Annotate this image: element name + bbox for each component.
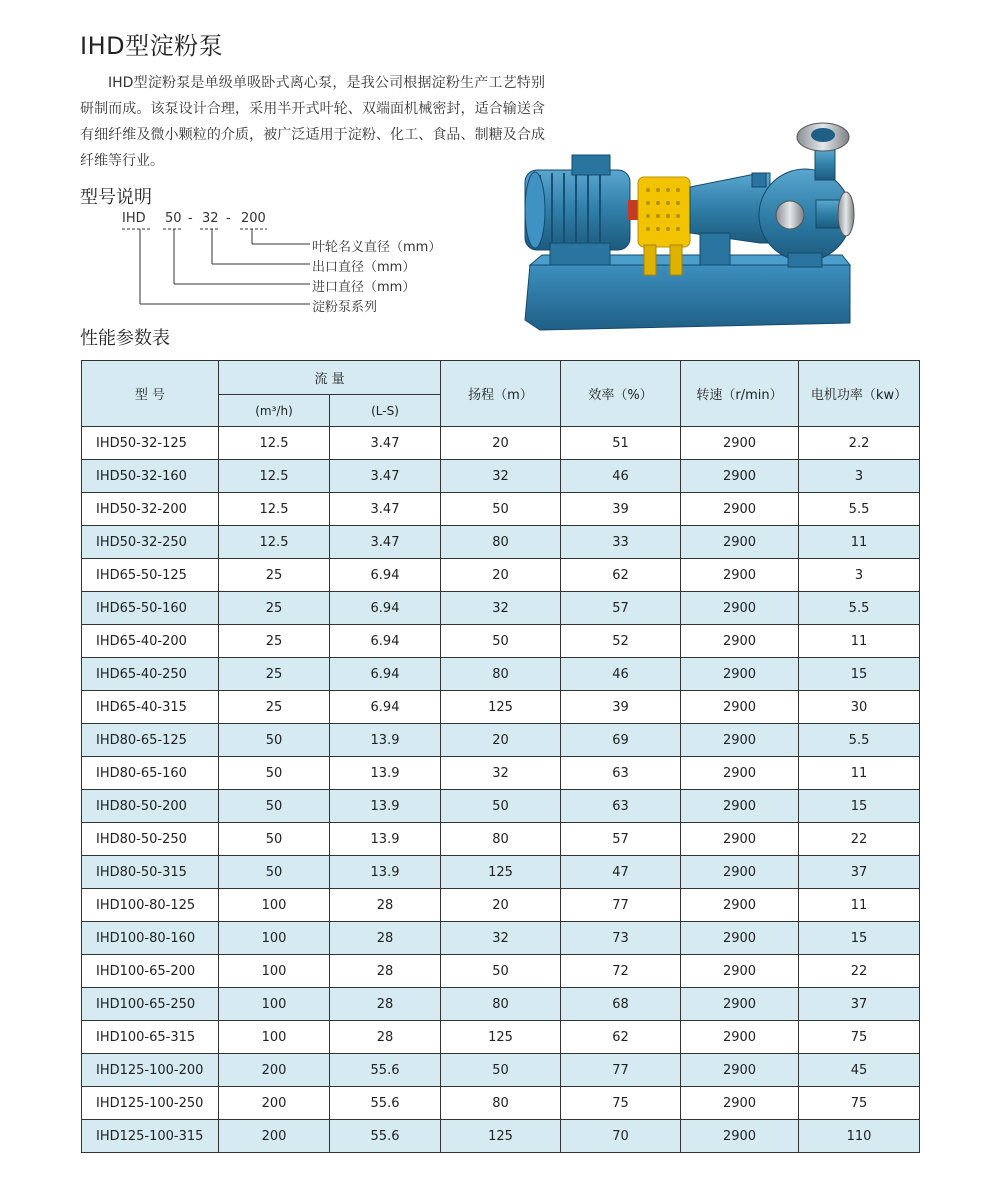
table-cell: 50 bbox=[219, 790, 330, 823]
table-cell: 6.94 bbox=[330, 658, 441, 691]
table-row bbox=[82, 724, 920, 757]
table-cell: 55.6 bbox=[330, 1120, 441, 1153]
table-cell: 45 bbox=[799, 1054, 920, 1087]
table-cell: 80 bbox=[441, 823, 561, 856]
table-cell: 55.6 bbox=[330, 1054, 441, 1087]
table-row bbox=[82, 592, 920, 625]
table-cell: 6.94 bbox=[330, 625, 441, 658]
table-cell: 2900 bbox=[681, 592, 799, 625]
table-cell: 2900 bbox=[681, 460, 799, 493]
table-cell: IHD65-50-160 bbox=[82, 592, 219, 625]
table-cell: 2900 bbox=[681, 757, 799, 790]
table-cell: 12.5 bbox=[219, 427, 330, 460]
table-cell: IHD125-100-315 bbox=[82, 1120, 219, 1153]
table-row bbox=[82, 823, 920, 856]
table-cell: 2900 bbox=[681, 724, 799, 757]
table-cell: 3.47 bbox=[330, 493, 441, 526]
legend-impeller: 叶轮名义直径（mm） bbox=[312, 240, 442, 255]
table-cell: IHD50-32-125 bbox=[82, 427, 219, 460]
table-cell: 30 bbox=[799, 691, 920, 724]
table-cell: 22 bbox=[799, 955, 920, 988]
table-cell: 125 bbox=[441, 1120, 561, 1153]
table-cell: IHD50-32-250 bbox=[82, 526, 219, 559]
table-cell: 33 bbox=[561, 526, 681, 559]
table-cell: 100 bbox=[219, 988, 330, 1021]
table-cell: 2900 bbox=[681, 790, 799, 823]
table-cell: IHD80-65-160 bbox=[82, 757, 219, 790]
table-cell: 3.47 bbox=[330, 427, 441, 460]
table-cell: 69 bbox=[561, 724, 681, 757]
table-cell: 125 bbox=[441, 691, 561, 724]
table-cell: 46 bbox=[561, 460, 681, 493]
table-cell: 5.5 bbox=[799, 493, 920, 526]
table-cell: 2900 bbox=[681, 1087, 799, 1120]
table-heading: 性能参数表 bbox=[80, 328, 170, 349]
col-efficiency: 效率（%） bbox=[561, 361, 681, 427]
col-power: 电机功率（kw） bbox=[799, 361, 920, 427]
legend-inlet: 进口直径（mm） bbox=[312, 280, 416, 295]
table-cell: 2.2 bbox=[799, 427, 920, 460]
table-cell: 28 bbox=[330, 1021, 441, 1054]
table-cell: 28 bbox=[330, 955, 441, 988]
table-row bbox=[82, 955, 920, 988]
table-cell: 47 bbox=[561, 856, 681, 889]
table-cell: IHD100-65-315 bbox=[82, 1021, 219, 1054]
table-cell: 62 bbox=[561, 1021, 681, 1054]
table-row bbox=[82, 856, 920, 889]
table-cell: 75 bbox=[561, 1087, 681, 1120]
table-cell: 32 bbox=[441, 460, 561, 493]
table-cell: 3 bbox=[799, 460, 920, 493]
table-cell: 37 bbox=[799, 988, 920, 1021]
table-cell: 3.47 bbox=[330, 460, 441, 493]
table-cell: 2900 bbox=[681, 1054, 799, 1087]
table-cell: 25 bbox=[219, 592, 330, 625]
table-cell: 3 bbox=[799, 559, 920, 592]
table-cell: 3.47 bbox=[330, 526, 441, 559]
code-inlet: 50 bbox=[165, 211, 182, 226]
table-cell: IHD65-40-250 bbox=[82, 658, 219, 691]
table-cell: 50 bbox=[219, 757, 330, 790]
table-cell: 6.94 bbox=[330, 559, 441, 592]
table-cell: 72 bbox=[561, 955, 681, 988]
table-cell: 2900 bbox=[681, 823, 799, 856]
table-cell: 80 bbox=[441, 1087, 561, 1120]
table-cell: 200 bbox=[219, 1120, 330, 1153]
table-cell: 125 bbox=[441, 1021, 561, 1054]
table-cell: 110 bbox=[799, 1120, 920, 1153]
table-cell: 20 bbox=[441, 559, 561, 592]
table-row bbox=[82, 1087, 920, 1120]
table-cell: 2900 bbox=[681, 988, 799, 1021]
table-cell: 39 bbox=[561, 691, 681, 724]
table-cell: 125 bbox=[441, 856, 561, 889]
table-cell: IHD80-50-250 bbox=[82, 823, 219, 856]
table-cell: 37 bbox=[799, 856, 920, 889]
table-cell: 13.9 bbox=[330, 757, 441, 790]
legend-outlet: 出口直径（mm） bbox=[312, 260, 416, 275]
table-row bbox=[82, 460, 920, 493]
table-cell: 200 bbox=[219, 1087, 330, 1120]
code-series: IHD bbox=[122, 211, 146, 226]
table-cell: 55.6 bbox=[330, 1087, 441, 1120]
table-cell: 15 bbox=[799, 922, 920, 955]
table-cell: 2900 bbox=[681, 691, 799, 724]
col-model: 型 号 bbox=[82, 361, 219, 427]
table-cell: 25 bbox=[219, 658, 330, 691]
table-cell: IHD80-50-200 bbox=[82, 790, 219, 823]
table-cell: 50 bbox=[441, 790, 561, 823]
table-cell: IHD50-32-200 bbox=[82, 493, 219, 526]
table-cell: 32 bbox=[441, 592, 561, 625]
table-cell: 50 bbox=[219, 823, 330, 856]
table-cell: 5.5 bbox=[799, 724, 920, 757]
table-cell: IHD65-40-200 bbox=[82, 625, 219, 658]
table-cell: 22 bbox=[799, 823, 920, 856]
table-cell: 20 bbox=[441, 724, 561, 757]
table-cell: 77 bbox=[561, 1054, 681, 1087]
table-row bbox=[82, 625, 920, 658]
legend-series: 淀粉泵系列 bbox=[312, 300, 378, 315]
table-cell: 25 bbox=[219, 559, 330, 592]
table-cell: 62 bbox=[561, 559, 681, 592]
table-cell: 15 bbox=[799, 658, 920, 691]
performance-table bbox=[81, 360, 920, 1153]
table-cell: 80 bbox=[441, 658, 561, 691]
table-cell: 2900 bbox=[681, 625, 799, 658]
table-cell: IHD100-80-160 bbox=[82, 922, 219, 955]
table-cell: 80 bbox=[441, 526, 561, 559]
table-cell: 77 bbox=[561, 889, 681, 922]
code-outlet: 32 bbox=[202, 211, 219, 226]
table-cell: 100 bbox=[219, 889, 330, 922]
table-cell: 12.5 bbox=[219, 493, 330, 526]
model-heading: 型号说明 bbox=[80, 187, 152, 208]
table-row bbox=[82, 922, 920, 955]
table-cell: 2900 bbox=[681, 658, 799, 691]
table-row bbox=[82, 1021, 920, 1054]
table-cell: IHD50-32-160 bbox=[82, 460, 219, 493]
table-cell: 25 bbox=[219, 691, 330, 724]
table-cell: 11 bbox=[799, 625, 920, 658]
pump-photo bbox=[520, 115, 860, 335]
table-cell: 6.94 bbox=[330, 691, 441, 724]
table-row bbox=[82, 757, 920, 790]
table-cell: 52 bbox=[561, 625, 681, 658]
table-cell: 25 bbox=[219, 625, 330, 658]
table-cell: 39 bbox=[561, 493, 681, 526]
table-cell: 63 bbox=[561, 757, 681, 790]
table-cell: 75 bbox=[799, 1087, 920, 1120]
table-cell: 50 bbox=[441, 1054, 561, 1087]
table-cell: IHD65-40-315 bbox=[82, 691, 219, 724]
table-cell: 50 bbox=[219, 856, 330, 889]
table-cell: 32 bbox=[441, 922, 561, 955]
col-head: 扬程（m） bbox=[441, 361, 561, 427]
table-cell: 15 bbox=[799, 790, 920, 823]
col-speed: 转速（r/min） bbox=[681, 361, 799, 427]
table-cell: 11 bbox=[799, 757, 920, 790]
table-row bbox=[82, 691, 920, 724]
table-cell: 32 bbox=[441, 757, 561, 790]
table-cell: 100 bbox=[219, 922, 330, 955]
table-row bbox=[82, 790, 920, 823]
table-cell: 12.5 bbox=[219, 460, 330, 493]
table-cell: 50 bbox=[219, 724, 330, 757]
table-row bbox=[82, 493, 920, 526]
table-cell: 2900 bbox=[681, 955, 799, 988]
col-flow: 流 量 bbox=[219, 361, 441, 395]
table-cell: 51 bbox=[561, 427, 681, 460]
table-cell: 2900 bbox=[681, 526, 799, 559]
code-dash-1: - bbox=[188, 211, 193, 226]
intro-paragraph: IHD型淀粉泵是单级单吸卧式离心泵，是我公司根据淀粉生产工艺特别研制而成。该泵设计合理，采用半开式叶轮、双端面机械密封，适合输送含有细纤维及微小颗粒的介质，被广泛适用于淀粉、化工、食品、制糖及合成纤维等行业。 bbox=[80, 75, 545, 169]
table-cell: 6.94 bbox=[330, 592, 441, 625]
table-cell: 2900 bbox=[681, 427, 799, 460]
table-cell: 73 bbox=[561, 922, 681, 955]
table-cell: 13.9 bbox=[330, 724, 441, 757]
table-cell: 50 bbox=[441, 625, 561, 658]
code-impeller: 200 bbox=[241, 211, 266, 226]
table-cell: 5.5 bbox=[799, 592, 920, 625]
table-row bbox=[82, 526, 920, 559]
table-row bbox=[82, 1054, 920, 1087]
table-row bbox=[82, 988, 920, 1021]
table-cell: 46 bbox=[561, 658, 681, 691]
table-cell: 13.9 bbox=[330, 823, 441, 856]
table-cell: 12.5 bbox=[219, 526, 330, 559]
table-cell: 2900 bbox=[681, 1120, 799, 1153]
table-cell: 13.9 bbox=[330, 790, 441, 823]
table-cell: IHD80-50-315 bbox=[82, 856, 219, 889]
table-cell: IHD100-65-250 bbox=[82, 988, 219, 1021]
table-cell: 28 bbox=[330, 922, 441, 955]
table-cell: 63 bbox=[561, 790, 681, 823]
table-cell: 50 bbox=[441, 493, 561, 526]
table-cell: 200 bbox=[219, 1054, 330, 1087]
table-cell: 70 bbox=[561, 1120, 681, 1153]
table-row bbox=[82, 1120, 920, 1153]
table-cell: 57 bbox=[561, 592, 681, 625]
table-cell: 75 bbox=[799, 1021, 920, 1054]
table-cell: 2900 bbox=[681, 1021, 799, 1054]
table-cell: 2900 bbox=[681, 493, 799, 526]
table-row bbox=[82, 658, 920, 691]
table-cell: IHD125-100-250 bbox=[82, 1087, 219, 1120]
table-cell: 11 bbox=[799, 526, 920, 559]
table-cell: 50 bbox=[441, 955, 561, 988]
table-cell: IHD80-65-125 bbox=[82, 724, 219, 757]
table-cell: 11 bbox=[799, 889, 920, 922]
table-cell: IHD100-65-200 bbox=[82, 955, 219, 988]
table-cell: 2900 bbox=[681, 922, 799, 955]
table-cell: 2900 bbox=[681, 856, 799, 889]
table-cell: 28 bbox=[330, 988, 441, 1021]
page-title: IHD型淀粉泵 bbox=[80, 32, 224, 60]
table-cell: 28 bbox=[330, 889, 441, 922]
table-row bbox=[82, 427, 920, 460]
table-cell: 2900 bbox=[681, 889, 799, 922]
table-cell: 13.9 bbox=[330, 856, 441, 889]
table-cell: 80 bbox=[441, 988, 561, 1021]
table-row bbox=[82, 559, 920, 592]
table-cell: 68 bbox=[561, 988, 681, 1021]
table-row bbox=[82, 889, 920, 922]
table-cell: IHD100-80-125 bbox=[82, 889, 219, 922]
table-cell: IHD125-100-200 bbox=[82, 1054, 219, 1087]
code-dash-2: - bbox=[226, 211, 231, 226]
table-cell: 100 bbox=[219, 955, 330, 988]
col-flow-ls: (L-S) bbox=[330, 395, 441, 427]
col-flow-m3h: (m³/h) bbox=[219, 395, 330, 427]
table-cell: 57 bbox=[561, 823, 681, 856]
table-cell: 2900 bbox=[681, 559, 799, 592]
table-cell: 100 bbox=[219, 1021, 330, 1054]
table-cell: 20 bbox=[441, 889, 561, 922]
table-cell: IHD65-50-125 bbox=[82, 559, 219, 592]
table-cell: 20 bbox=[441, 427, 561, 460]
